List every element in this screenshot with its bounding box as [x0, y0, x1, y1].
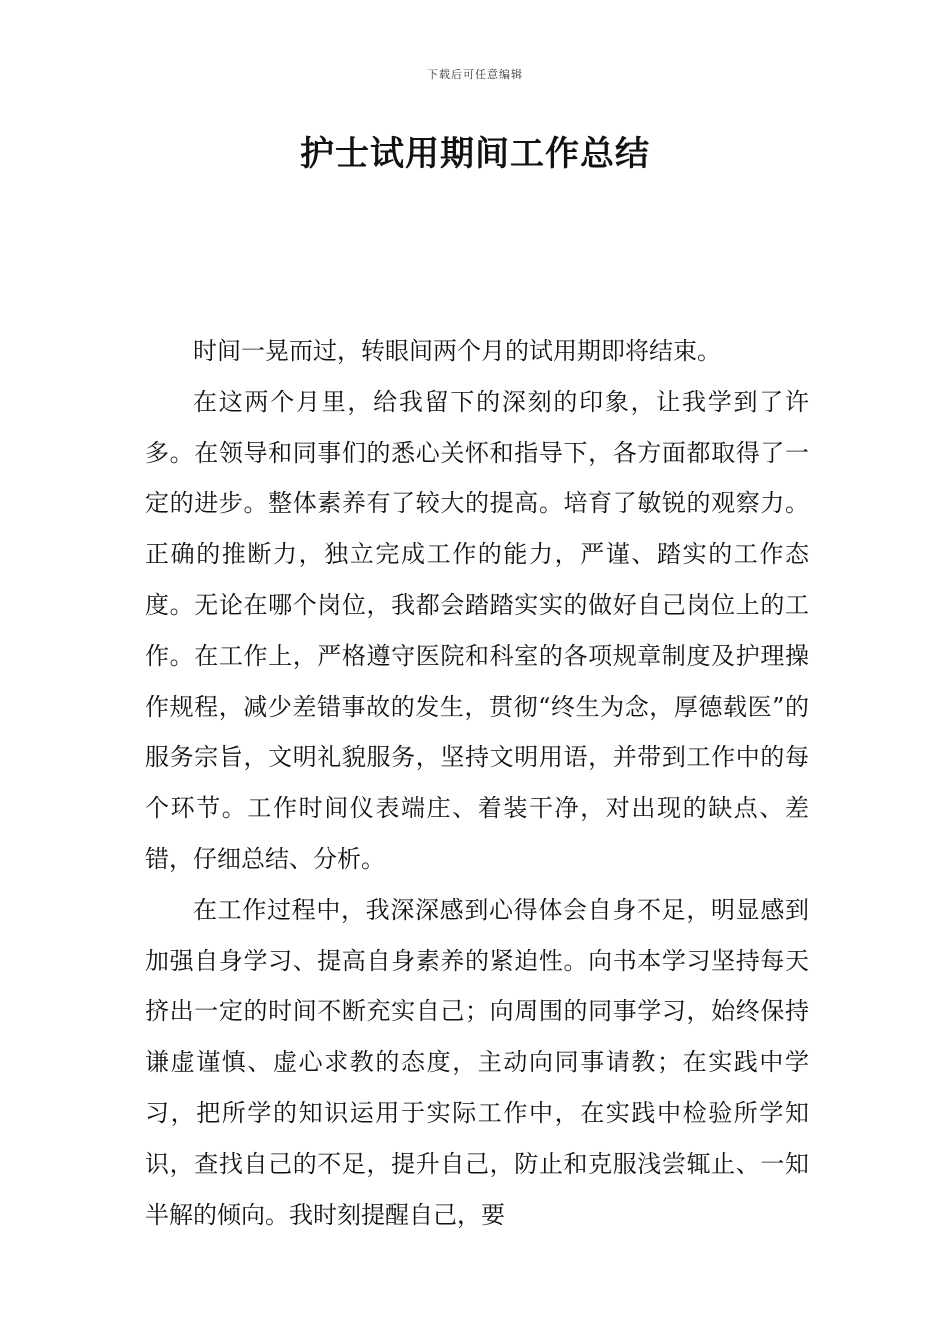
paragraph-3: 在工作过程中，我深深感到心得体会自身不足，明显感到加强自身学习、提高自身素养的紧迫性。向书本学习坚持每天挤出一定的时间不断充实自己；向周围的同事学习，始终保持谦虚谨慎、虚心求教的态度，主动向同事请教；在实践中学习，把所学的知识运用于实际工作中，在实践中检验所学知识，查找自己的不足，提升自己，防止和克服浅尝辄止、一知半解的倾向。我时刻提醒自己，要 — [145, 895, 809, 1229]
paragraph-1: 时间一晃而过，转眼间两个月的试用期即将结束。 — [193, 337, 721, 365]
paragraph-2: 在这两个月里，给我留下的深刻的印象，让我学到了许多。在领导和同事们的悉心关怀和指导下，各方面都取得了一定的进步。整体素养有了较大的提高。培育了敏锐的观察力。正确的推断力，独立完成工作的能力，严谨、踏实的工作态度。无论在哪个岗位，我都会踏踏实实的做好自己岗位上的工作。在工作上，严格遵守医院和科室的各项规章制度及护理操作规程，减少差错事故的发生，贯彻“终生为念，厚德载医”的服务宗旨，文明礼貌服务，坚持文明用语，并带到工作中的每个环节。工作时间仪表端庄、着装干净，对出现的缺点、差错，仔细总结、分析。 — [145, 387, 809, 873]
document-body — [145, 326, 809, 1240]
page-title: 护士试用期间工作总结 — [300, 134, 650, 174]
header-note: 下载后可任意编辑 — [427, 68, 523, 81]
